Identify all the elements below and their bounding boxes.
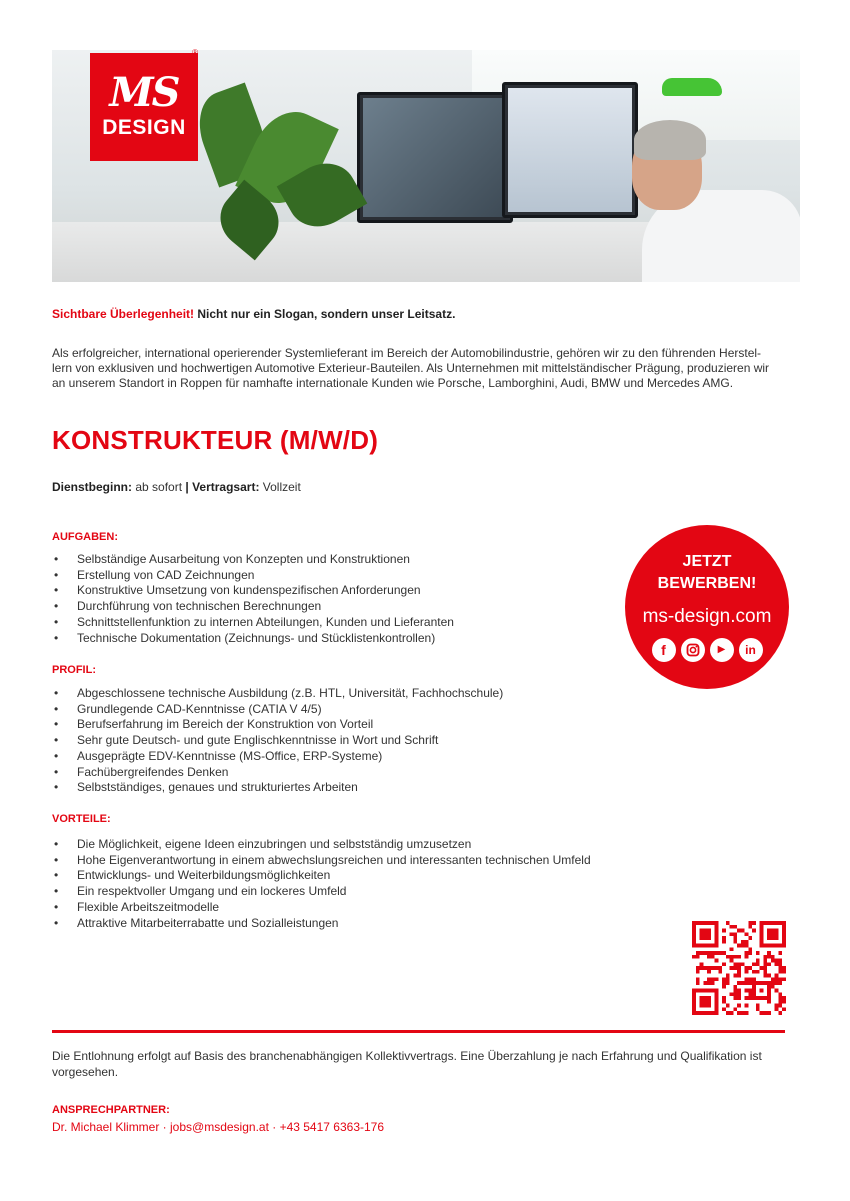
profil-list	[52, 686, 503, 796]
list-item: • Hohe Eigenverantwortung in einem abwechslungsreichen und interessanten technischen Umfeld	[52, 853, 591, 869]
contact-heading: ANSPRECHPARTNER:	[52, 1104, 170, 1116]
list-item: • Ausgeprägte EDV-Kenntnisse (MS-Office, ERP-Systeme)	[52, 749, 503, 765]
list-item: • Durchführung von technischen Berechnungen	[52, 599, 454, 615]
slogan-rest: Nicht nur ein Slogan, sondern unser Leitsatz.	[194, 307, 456, 321]
monitor-left	[357, 92, 513, 223]
facebook-icon[interactable]: f	[652, 638, 676, 662]
list-item: • Attraktive Mitarbeiterrabatte und Sozialleistungen	[52, 916, 591, 932]
apply-now-badge[interactable]	[625, 525, 789, 689]
list-item: • Entwicklungs- und Weiterbildungsmöglichkeiten	[52, 868, 591, 884]
job-title: KONSTRUKTEUR (M/W/D)	[52, 425, 379, 455]
list-item: • Die Möglichkeit, eigene Ideen einzubringen und selbstständig umzusetzen	[52, 837, 591, 853]
list-item: • Konstruktive Umsetzung von kundenspezifischen Anforderungen	[52, 583, 454, 599]
aufgaben-heading: AUFGABEN:	[52, 531, 118, 543]
slogan	[52, 307, 455, 321]
start-value: ab sofort	[132, 480, 186, 494]
list-item: • Erstellung von CAD Zeichnungen	[52, 568, 454, 584]
list-item: • Selbständige Ausarbeitung von Konzepten und Konstruktionen	[52, 552, 454, 568]
slogan-highlight: Sichtbare Überlegenheit!	[52, 307, 195, 321]
qr-code[interactable]	[692, 921, 786, 1015]
registered-mark: ®	[192, 48, 198, 57]
list-item: • Sehr gute Deutsch- und gute Englischkenntnisse in Wort und Schrift	[52, 733, 503, 749]
meta-separator: |	[185, 480, 189, 494]
cta-line2: BEWERBEN!	[657, 575, 757, 592]
contract-label: Vertragsart:	[188, 480, 260, 494]
list-item: • Grundlegende CAD-Kenntnisse (CATIA V 4/5)	[52, 702, 503, 718]
ms-design-logo: MS DESIGN ®	[90, 53, 198, 161]
youtube-icon[interactable]: ▶	[710, 638, 734, 662]
engineer-person	[612, 110, 800, 282]
linkedin-icon[interactable]: in	[739, 638, 763, 662]
list-item: • Fachübergreifendes Denken	[52, 765, 503, 781]
company-intro: Als erfolgreicher, international operierender Systemlieferant im Bereich der Automobilindustrie, gehören wir zu den führenden Herstel-lern von exklusiven und hochwertigen Automotive Exterieur-Bauteilen. Als Unternehmen mit mittelständischer Prägung, produzieren wir an unserem Standort in Roppen für namhafte internationale Kunden wie Porsche, Lamborghini, Audi, BMW und Mercedes AMG.	[52, 346, 770, 390]
list-item: • Selbstständiges, genaues und strukturiertes Arbeiten	[52, 780, 503, 796]
job-meta	[52, 480, 301, 494]
profil-heading: PROFIL:	[52, 664, 96, 676]
contact-details: Dr. Michael Klimmer · jobs@msdesign.at · +43 5417 6363-176	[52, 1120, 385, 1134]
contract-value: Vollzeit	[259, 480, 301, 494]
list-item: • Abgeschlossene technische Ausbildung (z.B. HTL, Universität, Fachhochschule)	[52, 686, 503, 702]
list-item: • Schnittstellenfunktion zu internen Abteilungen, Kunden und Lieferanten	[52, 615, 454, 631]
list-item: • Ein respektvoller Umgang und ein lockeres Umfeld	[52, 884, 591, 900]
list-item: • Technische Dokumentation (Zeichnungs- und Stücklistenkontrollen)	[52, 631, 454, 647]
instagram-icon[interactable]	[681, 638, 705, 662]
divider	[52, 1030, 785, 1033]
vorteile-heading: VORTEILE:	[52, 813, 111, 825]
list-item: • Flexible Arbeitszeitmodelle	[52, 900, 591, 916]
list-item: • Berufserfahrung im Bereich der Konstruktion von Vorteil	[52, 717, 503, 733]
model-car	[662, 78, 722, 96]
website-link[interactable]: ms-design.com	[642, 606, 772, 627]
cta-line1: JETZT	[682, 553, 732, 570]
social-icons	[625, 638, 789, 662]
vorteile-list	[52, 837, 591, 931]
salary-note: Die Entlohnung erfolgt auf Basis des branchenabhängigen Kollektivvertrags. Eine Überzahlung je nach Erfahrung und Qualifikation ist vorgesehen.	[52, 1049, 762, 1079]
start-label: Dienstbeginn:	[52, 480, 132, 494]
aufgaben-list	[52, 552, 454, 646]
